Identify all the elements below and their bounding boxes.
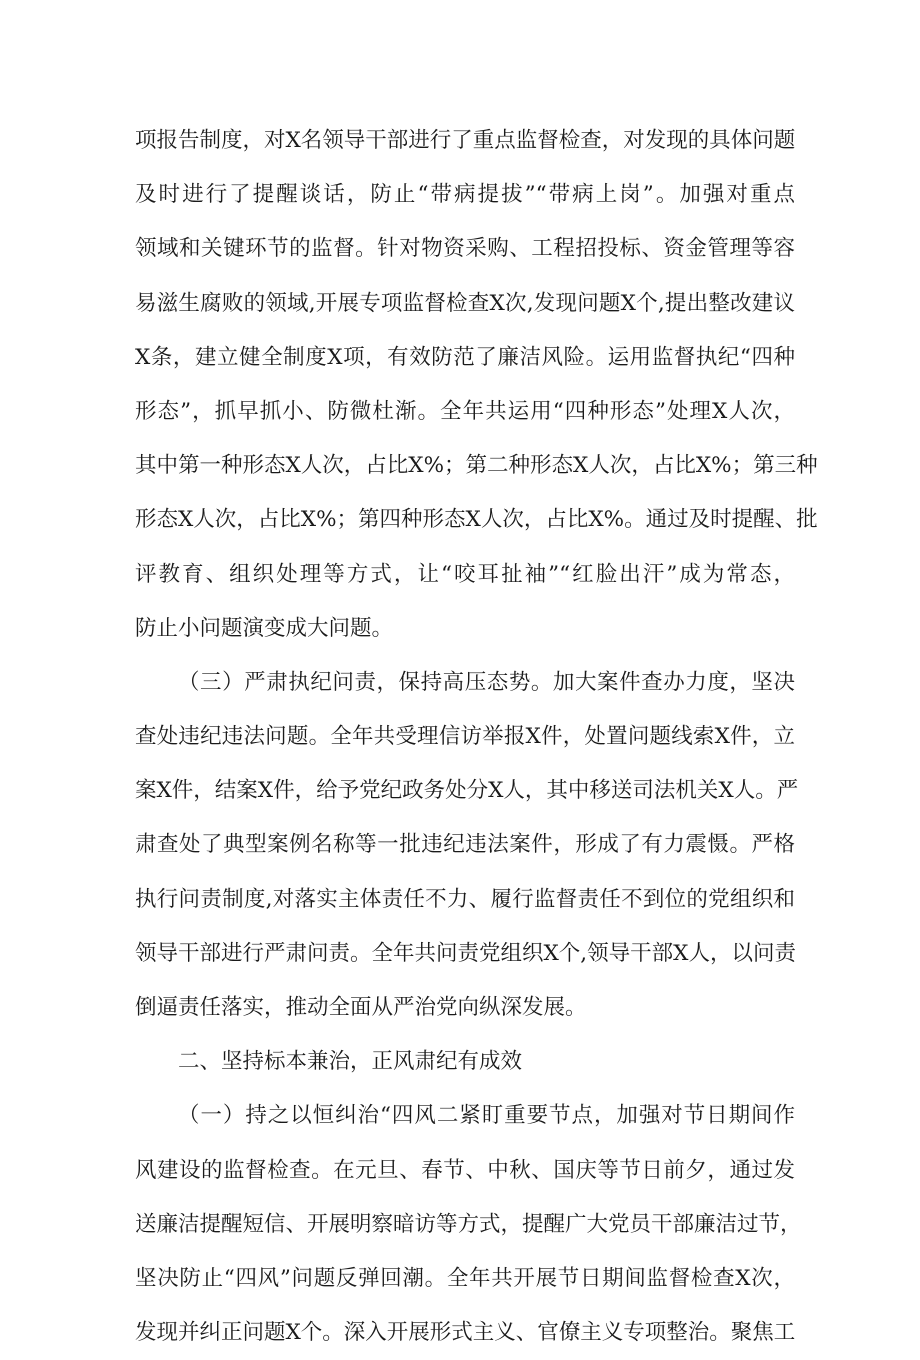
text-line: X条，建立健全制度X项，有效防范了廉洁风险。运用监督执纪“四种 (135, 344, 795, 370)
text-line: 项报告制度，对X名领导干部进行了重点监督检查，对发现的具体问题 (135, 128, 796, 153)
text-line: 防止小问题演变成大问题。 (135, 615, 394, 641)
text-line: 评教育、组织处理等方式，让“咬耳扯袖”“红脸出汗”成为常态， (135, 561, 795, 587)
text-line: 坚决防止“四风”问题反弹回潮。全年共开展节日期间监督检查X次， (135, 1265, 795, 1291)
text-line: 案X件，结案X件，给予党纪政务处分X人，其中移送司法机关X人。严 (135, 778, 799, 804)
text-line: 形态X人次，占比X%；第四种形态X人次，占比X%。通过及时提醒、批 (135, 507, 818, 533)
text-line: 执行问责制度,对落实主体责任不力、履行监督责任不到位的党组织和 (135, 886, 795, 912)
text-line: 形态”，抓早抓小、防微杜渐。全年共运用“四种形态”处理X人次， (135, 398, 795, 424)
section-heading: 二、坚持标本兼治，正风肃纪有成效 (178, 1049, 523, 1075)
text-line: 发现并纠正问题X个。深入开展形式主义、官僚主义专项整治。聚焦工 (135, 1320, 796, 1346)
text-line: 倒逼责任落实，推动全面从严治党向纵深发展。 (135, 995, 587, 1020)
document-body (135, 114, 818, 1360)
text-line: 查处违纪违法问题。全年共受理信访举报X件，处置问题线索X件，立 (135, 724, 795, 750)
section-3-heading-line: （三）严肃执纪问责，保持高压态势。加大案件查办力度，坚决 (178, 669, 795, 695)
subsection-1-heading-line: （一）持之以恒纠治“四风二紧盯重要节点，加强对节日期间作 (178, 1103, 795, 1129)
text-line: 送廉洁提醒短信、开展明察暗访等方式，提醒广大党员干部廉洁过节， (135, 1211, 802, 1237)
text-line: 风建设的监督检查。在元旦、春节、中秋、国庆等节日前夕，通过发 (135, 1157, 795, 1183)
text-line: 其中第一种形态X人次，占比X%；第二种形态X人次，占比X%；第三种 (135, 453, 818, 479)
text-line: 及时进行了提醒谈话，防止“带病提拔”“带病上岗”。加强对重点 (135, 182, 795, 208)
text-line: 领导干部进行严肃问责。全年共问责党组织X个,领导干部X人，以问责 (135, 940, 796, 966)
text-line: 易滋生腐败的领域,开展专项监督检查X次,发现问题X个,提出整改建议 (135, 290, 795, 316)
text-line: 领域和关键环节的监督。针对物资采购、工程招投标、资金管理等容 (135, 236, 795, 262)
text-line: 肃查处了典型案例名称等一批违纪违法案件，形成了有力震慑。严格 (135, 832, 795, 858)
